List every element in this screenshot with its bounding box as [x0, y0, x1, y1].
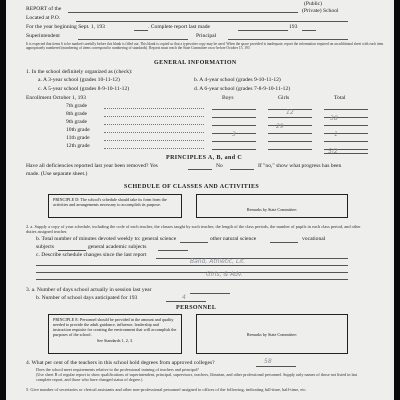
grade-cell-line	[212, 149, 256, 150]
option-c: c. A 5-year school (grades 8-9-10-11-12)	[38, 86, 130, 92]
grade-label: 11th grade	[66, 135, 90, 141]
item3a: 3. a. Number of days school actually in session last year	[26, 287, 152, 293]
item2c-line-3	[36, 272, 348, 273]
if-no-label: If "no," show what progress has been	[258, 163, 342, 169]
located-line	[76, 21, 348, 22]
principle-e-box	[48, 314, 182, 354]
subjects-label: subjects	[36, 244, 55, 250]
grade-cell-line	[268, 149, 312, 150]
item2c-line-1	[156, 258, 348, 259]
private-label: (Private) School	[302, 8, 339, 14]
grade-cell-line	[212, 117, 256, 118]
personnel-title: PERSONNEL	[176, 305, 217, 311]
grade-cell-line	[324, 141, 368, 142]
personnel-remarks-box	[196, 314, 348, 354]
schedule-remarks-box	[196, 194, 348, 218]
yes-line	[188, 169, 212, 170]
grade-leader	[104, 108, 204, 109]
report-of-label: REPORT of the	[26, 6, 62, 12]
hw-enroll-1: 12	[286, 109, 294, 116]
superintendent-label: Superintendent	[26, 33, 60, 39]
option-d: d. A 6-year school (grades 7-8-9-10-11-12)	[194, 86, 291, 92]
option-b: b. A 4-year school (grades 9-10-11-12)	[194, 77, 281, 83]
item4: 4. What per cent of the teachers in this school hold degrees from approved colleges?	[26, 360, 215, 366]
principal-line	[228, 39, 348, 40]
other-sci-label: other natural science	[210, 236, 257, 242]
grade-cell-line	[268, 141, 312, 142]
hw-enroll-5: 1	[334, 131, 338, 138]
item3b-line	[166, 301, 206, 302]
grade-label: 8th grade	[66, 111, 87, 117]
item4c: (Use sheet B of regular report to show qualifications of superintendent, principal, supervisors, teachers, librarian, and other professional personnel. Supply only names of those not listed in last complete report, and those who have changed status of degree.)	[36, 372, 358, 382]
hw-enroll-4: 3	[232, 131, 236, 138]
grade-cell-line	[212, 125, 256, 126]
personnel-remarks-label: Remarks by State Committee:	[246, 332, 298, 337]
header-fine-print: It is expected that items 6 to be marked carefully before this blank is filled out. This blank is copied so that a typewriter copy may be used. When the space provided is inadequate, report the information required on an additional sheet with each item appropriately numbered (numbering of items correspond to numbering of standards). Reports must reach the State Committee on or before October 15, 193	[26, 42, 384, 51]
item3b: b. Number of school days anticipated for 193	[36, 295, 138, 301]
public-label: (Public)	[304, 1, 323, 7]
item2b: b. Total number of minutes devoted weekly to: general science	[36, 236, 177, 242]
item4-line	[256, 366, 296, 367]
item2c: c. Describe schedule changes since the last report	[36, 252, 147, 258]
report-form-page	[6, 0, 394, 400]
hw-schedule-2: Girls, & Adv.	[206, 271, 243, 278]
complete-label: . Complete report last made	[148, 24, 210, 30]
item5: 5. Give number of secretaries or clerical assistants and other non-professional personnel assigned to offices of the following, indicating full-time, half-time, etc.	[26, 387, 307, 392]
grade-cell-line	[324, 133, 368, 134]
no-line	[230, 169, 254, 170]
grade-label: 7th grade	[66, 103, 87, 109]
standards-ref: See Standards 1, 2, 3.	[96, 338, 134, 343]
col-boys: Boys	[222, 95, 234, 101]
grade-cell-line	[212, 141, 256, 142]
report-of-line	[68, 12, 298, 13]
hw-enroll-2: 38	[330, 115, 338, 122]
grade-cell-line	[212, 109, 256, 110]
subjects-line	[58, 250, 86, 251]
year-label: For the year beginning Sept. 1, 193	[26, 24, 105, 30]
made-label: made. (Use separate sheet.)	[26, 171, 88, 177]
grade-cell-line	[268, 133, 312, 134]
enrollment-label: Enrollment October 1, 193	[26, 95, 86, 101]
gen-acad-line	[158, 250, 188, 251]
vocational-label: vocational	[302, 236, 326, 242]
item1-label: 1. In the school definitely organized as (check):	[26, 69, 133, 75]
item2a: 2. a. Supply a copy of your schedule, including the code of each teacher, the classes taught by such teacher, the length of the class periods, the number of pupils in each class period, and other duties assigned teacher.	[26, 224, 361, 235]
grade-leader	[104, 140, 204, 141]
grade-cell-line	[268, 117, 312, 118]
grade-cell-line	[324, 125, 368, 126]
grade-label: 9th grade	[66, 119, 87, 125]
schedule-title: SCHEDULE OF CLASSES AND ACTIVITIES	[124, 184, 260, 190]
general-acad-label: general academic subjects	[88, 244, 147, 250]
item3a-line	[190, 293, 230, 294]
year-line	[134, 30, 148, 31]
hw-pct: 58	[264, 358, 272, 365]
item2c-line-2	[36, 265, 348, 266]
located-label: Located at P.O.	[26, 15, 61, 21]
item4b: Does the school meet requirements relative to the professional training of teachers and principal?	[36, 367, 199, 372]
hw-enroll-total: 5/2	[328, 148, 338, 155]
col-girls: Girls	[278, 95, 290, 101]
other-sci-line	[270, 242, 298, 243]
principal-label: Principal	[196, 33, 217, 39]
hw-schedule-1: Band, Athletic, Lit.	[190, 258, 246, 265]
suffix-line	[302, 30, 316, 31]
option-a: a. A 3-year school (grades 10-11-12)	[38, 77, 120, 83]
principle-d-text: PRINCIPLE D: The school's schedule should take its form from the activities and arrangements necessary to accomplish its purpose.	[53, 197, 167, 207]
complete-line	[238, 30, 288, 31]
principle-d-box	[48, 194, 182, 218]
item2c-line-4	[36, 279, 348, 280]
grade-cell-line	[324, 109, 368, 110]
year-suffix: 193	[289, 24, 298, 30]
grade-leader	[104, 116, 204, 117]
grade-leader	[104, 132, 204, 133]
general-info-title: GENERAL INFORMATION	[154, 60, 237, 66]
col-total: Total	[334, 95, 346, 101]
grade-leader	[104, 124, 204, 125]
no-label: No	[216, 163, 223, 169]
deficiency-question: Have all deficiencies reported last year been removed? Yes	[26, 163, 158, 169]
superintendent-line	[78, 39, 188, 40]
hw-enroll-3: 29	[276, 123, 284, 130]
grade-label: 10th grade	[66, 127, 90, 133]
principle-e-text: PRINCIPLE E: Personnel should be provided in the amount and quality needed to provide the adult guidance, influence, leadership and instruction requisite for creating the environment that will accomplish the purposes of the school.	[53, 317, 177, 337]
principles-abc-title: PRINCIPLES A, B, and C	[166, 155, 243, 161]
grade-leader	[104, 148, 204, 149]
hw-days: 4	[182, 294, 186, 301]
gen-sci-line	[180, 242, 208, 243]
schedule-remarks-label: Remarks by State Committee:	[246, 207, 298, 212]
grade-cell-line	[268, 125, 312, 126]
grade-label: 12th grade	[66, 143, 90, 149]
